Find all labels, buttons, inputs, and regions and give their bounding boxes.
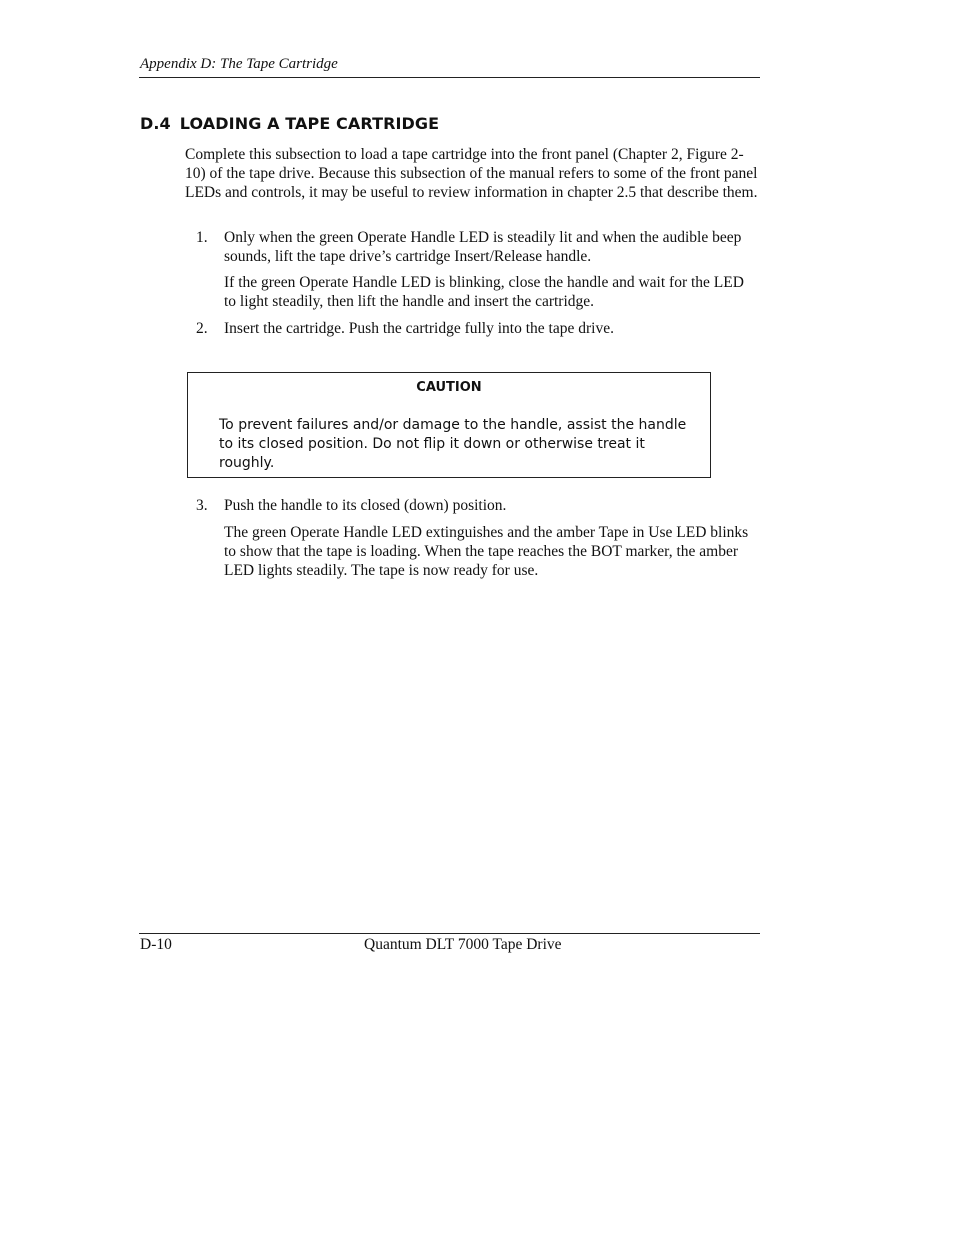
section-heading [140,114,439,133]
intro-paragraph: Complete this subsection to load a tape cartridge into the front panel (Chapter 2, Figure 2-10) of the tape drive. Because this subsection of the manual refers to some of the front panel LEDs and controls, it may be useful to review information in chapter 2.5 that describe them. [185,146,758,201]
step-number: 1. [196,229,208,246]
document-title: Quantum DLT 7000 Tape Drive [364,936,562,953]
caution-title: CAUTION [416,380,482,395]
step-number: 2. [196,320,208,337]
footer-rule [139,933,760,934]
header-rule [139,77,760,78]
step-text: Insert the cartridge. Push the cartridge fully into the tape drive. [224,320,614,337]
section-title: LOADING A TAPE CARTRIDGE [179,114,440,133]
step-3-note: The green Operate Handle LED extinguishes and the amber Tape in Use LED blinks to show that the tape is loading. When the tape reaches the BOT marker, the amber LED lights steadily. The tape is now ready for use. [224,524,749,579]
step-text: Push the handle to its closed (down) position. [224,497,507,514]
caution-text: To prevent failures and/or damage to the handle, assist the handle to its closed position. Do not flip it down or otherwise treat it roughly. [219,417,687,471]
running-header: Appendix D: The Tape Cartridge [140,56,338,72]
section-number: D.4 [140,114,171,133]
step-text: Only when the green Operate Handle LED is steadily lit and when the audible beep sounds, lift the tape drive’s cartridge Insert/Release handle. [224,229,742,265]
step-number: 3. [196,497,208,514]
page-number: D-10 [140,936,172,953]
caution-box [187,372,711,478]
step-1-note: If the green Operate Handle LED is blinking, close the handle and wait for the LED to light steadily, then lift the handle and insert the cartridge. [224,274,744,310]
